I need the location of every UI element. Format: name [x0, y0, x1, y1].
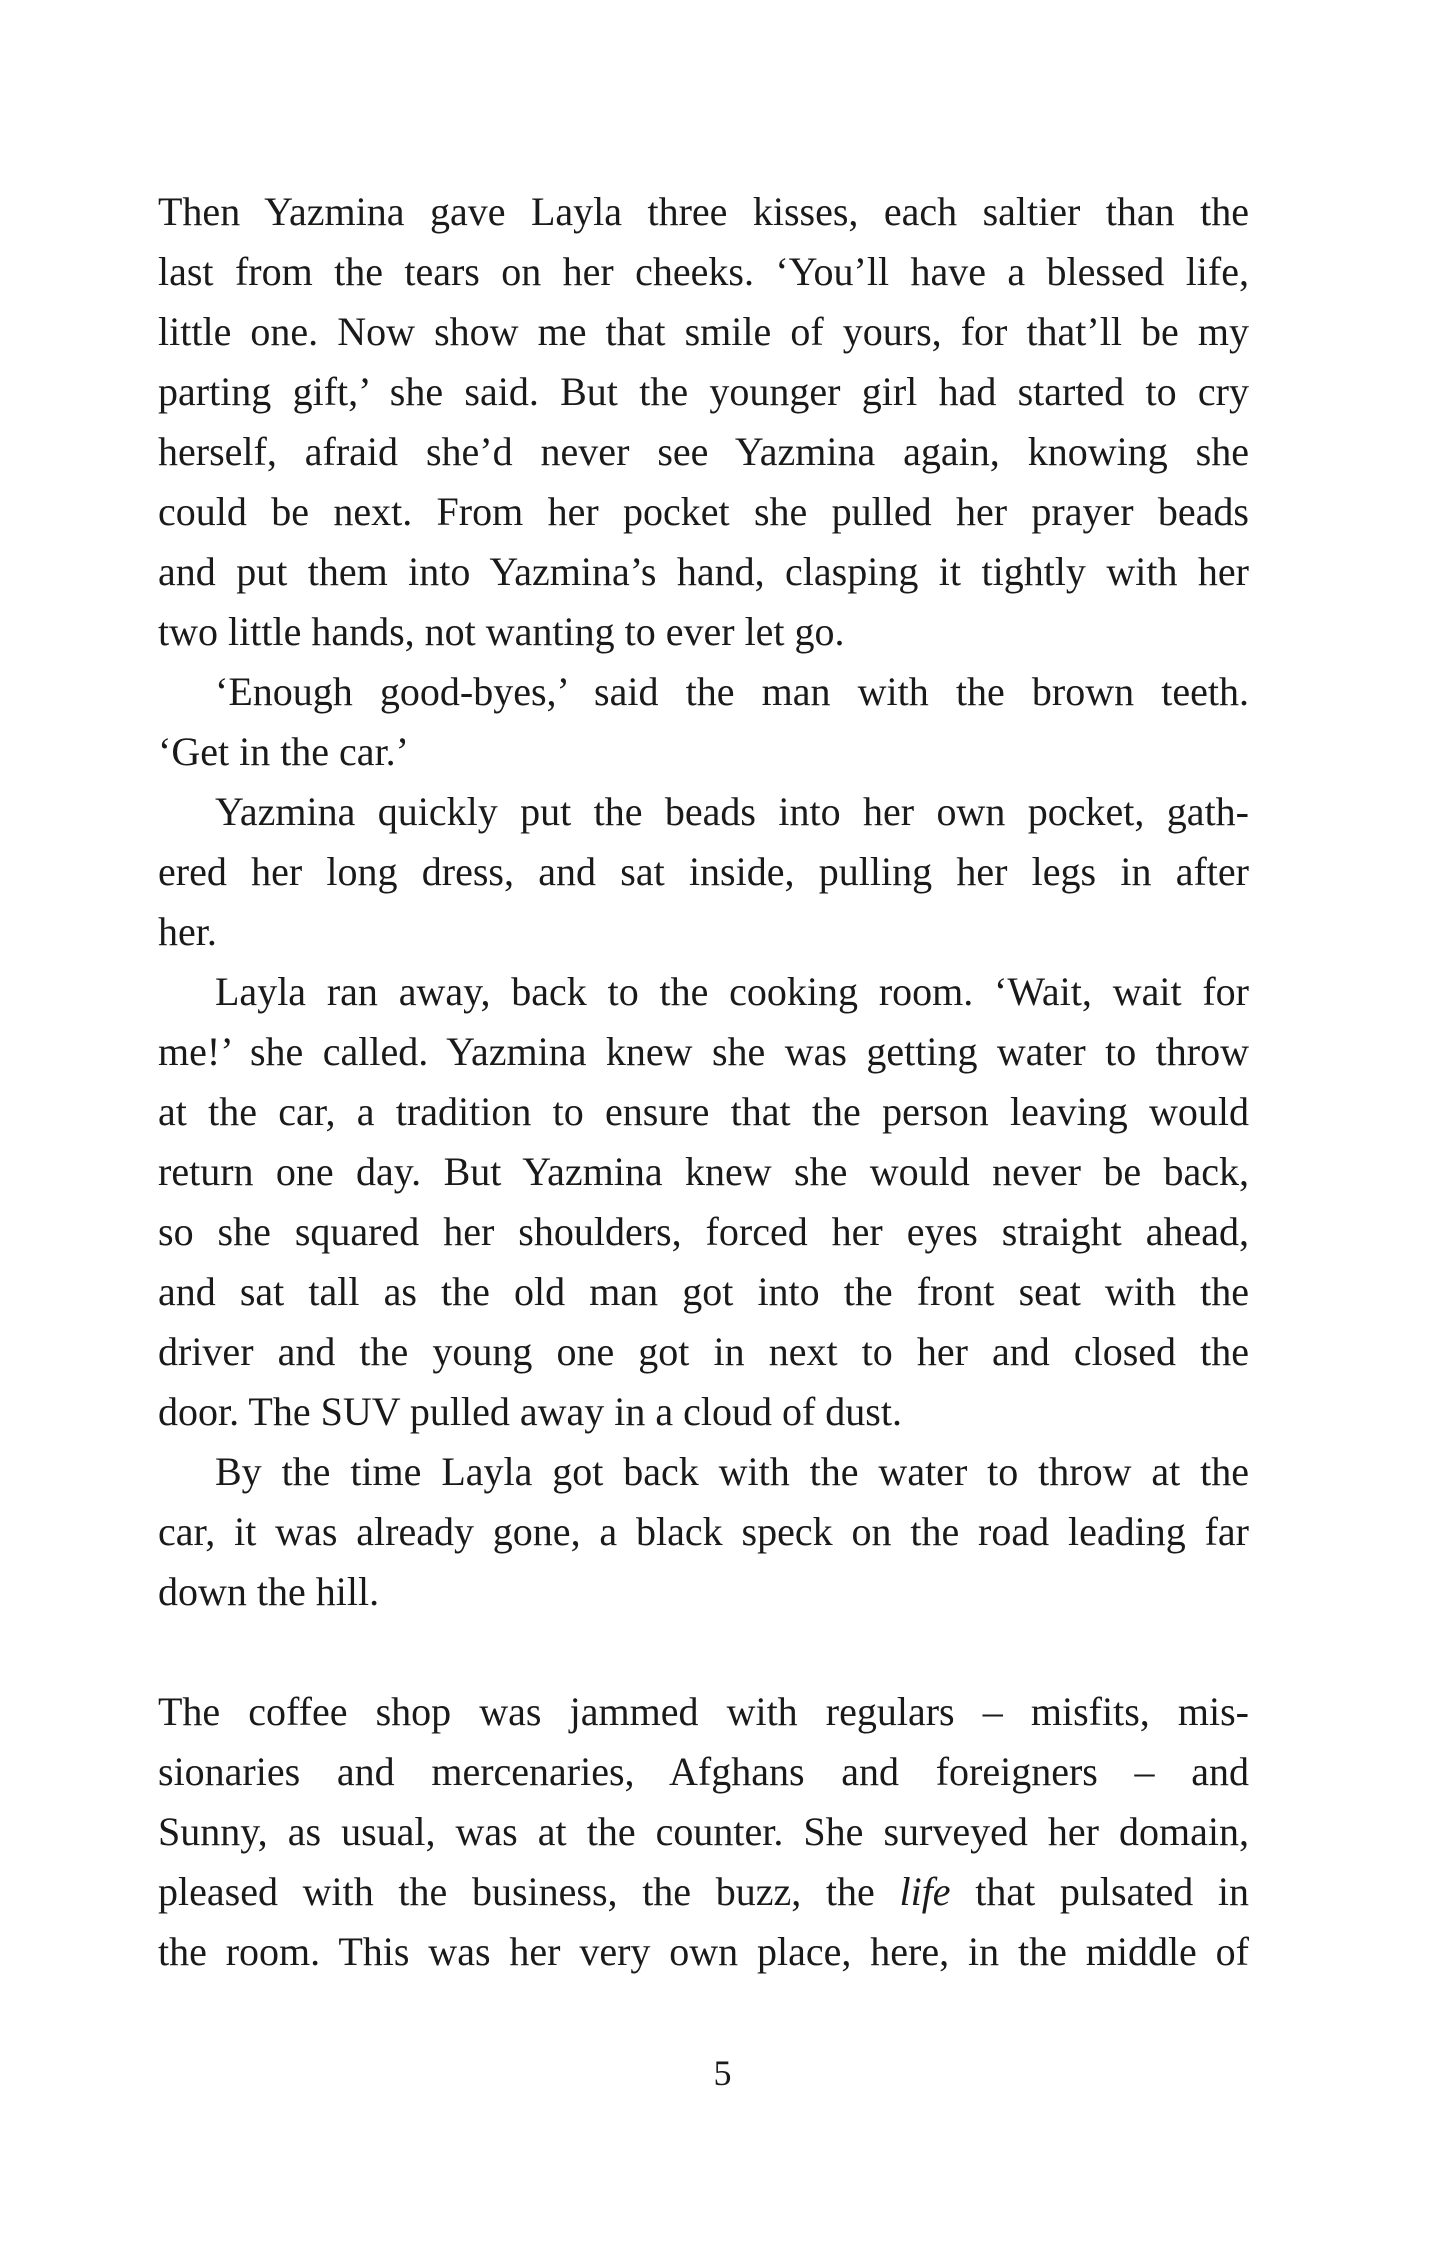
text-line	[158, 482, 1249, 542]
text-segment: little one. Now show me that smile of yours, for that’ll be my	[158, 309, 1249, 354]
text-line	[158, 1802, 1249, 1862]
text-line	[158, 542, 1249, 602]
text-segment: Layla ran away, back to the cooking room. ‘Wait, wait for	[215, 969, 1249, 1014]
text-line	[158, 782, 1249, 842]
text-segment: By the time Layla got back with the water to throw at the	[215, 1449, 1249, 1494]
text-segment: ered her long dress, and sat inside, pulling her legs in after	[158, 849, 1249, 894]
text-segment: parting gift,’ she said. But the younger girl had started to cry	[158, 369, 1249, 414]
section-break	[158, 1622, 1249, 1682]
text-segment: me!’ she called. Yazmina knew she was getting water to throw	[158, 1029, 1249, 1074]
text-segment: that pulsated in	[950, 1869, 1249, 1914]
text-line	[158, 662, 1249, 722]
text-line	[158, 842, 1249, 902]
text-line	[158, 1502, 1249, 1562]
text-segment: could be next. From her pocket she pulled her prayer beads	[158, 489, 1249, 534]
text-segment: two little hands, not wanting to ever let go.	[158, 609, 845, 654]
text-line	[158, 182, 1249, 242]
text-line	[158, 422, 1249, 482]
text-line	[158, 1262, 1249, 1322]
text-line	[158, 1442, 1249, 1502]
italic-text: life	[899, 1869, 951, 1914]
text-segment: herself, afraid she’d never see Yazmina again, knowing she	[158, 429, 1249, 474]
text-segment: Yazmina quickly put the beads into her own pocket, gath-	[215, 789, 1249, 834]
text-segment: driver and the young one got in next to her and closed the	[158, 1329, 1249, 1374]
text-line	[158, 302, 1249, 362]
text-segment: pleased with the business, the buzz, the	[158, 1869, 900, 1914]
text-segment: so she squared her shoulders, forced her eyes straight ahead,	[158, 1209, 1249, 1254]
text-segment: The coffee shop was jammed with regulars – misfits, mis-	[158, 1689, 1249, 1734]
text-line	[158, 1022, 1249, 1082]
text-segment: car, it was already gone, a black speck on the road leading far	[158, 1509, 1249, 1554]
text-line	[158, 602, 1249, 662]
text-segment: and put them into Yazmina’s hand, clasping it tightly with her	[158, 549, 1249, 594]
text-segment: ‘Enough good-byes,’ said the man with the brown teeth.	[215, 669, 1249, 714]
text-line	[158, 722, 1249, 782]
text-line	[158, 1562, 1249, 1622]
page-number: 5	[713, 2053, 732, 2093]
text-line	[158, 362, 1249, 422]
text-line	[158, 1382, 1249, 1442]
text-segment: her.	[158, 909, 217, 954]
text-line	[158, 1322, 1249, 1382]
text-line	[158, 1742, 1249, 1802]
text-segment: return one day. But Yazmina knew she would never be back,	[158, 1149, 1249, 1194]
text-segment: at the car, a tradition to ensure that the person leaving would	[158, 1089, 1249, 1134]
text-segment: Then Yazmina gave Layla three kisses, each saltier than the	[158, 189, 1249, 234]
text-line	[158, 902, 1249, 962]
text-line	[158, 1142, 1249, 1202]
text-line	[158, 1082, 1249, 1142]
body-text	[158, 182, 1249, 1982]
text-segment: the room. This was her very own place, here, in the middle of	[158, 1929, 1249, 1974]
text-line	[158, 242, 1249, 302]
text-segment: ‘Get in the car.’	[158, 729, 409, 774]
text-line	[158, 1682, 1249, 1742]
text-segment: door. The SUV pulled away in a cloud of dust.	[158, 1389, 902, 1434]
text-segment: Sunny, as usual, was at the counter. She surveyed her domain,	[158, 1809, 1249, 1854]
text-line	[158, 1862, 1249, 1922]
text-segment: sionaries and mercenaries, Afghans and foreigners – and	[158, 1749, 1249, 1794]
text-segment: down the hill.	[158, 1569, 380, 1614]
text-segment: and sat tall as the old man got into the front seat with the	[158, 1269, 1249, 1314]
text-line	[158, 962, 1249, 1022]
text-segment: last from the tears on her cheeks. ‘You’ll have a blessed life,	[158, 249, 1249, 294]
text-line	[158, 1922, 1249, 1982]
text-line	[158, 1202, 1249, 1262]
